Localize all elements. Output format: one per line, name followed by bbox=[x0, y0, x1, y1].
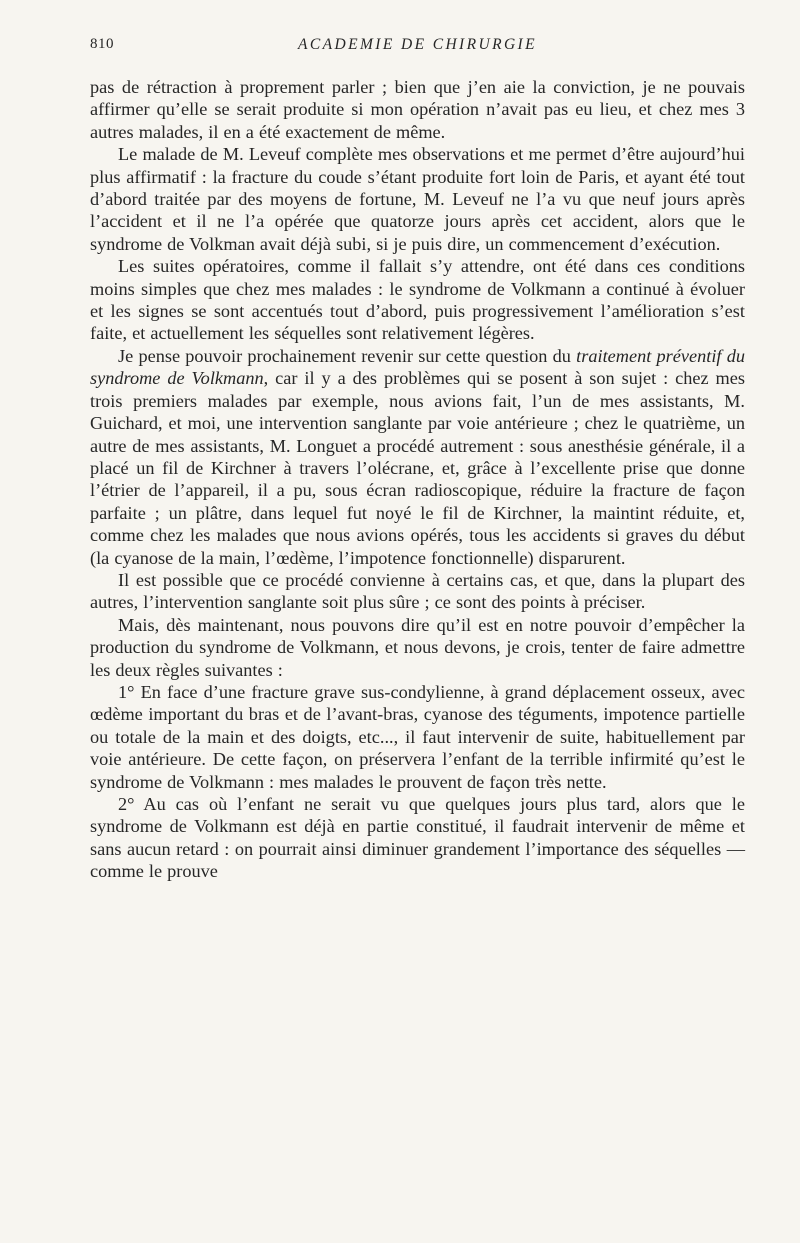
paragraph-4-text-before: Je pense pouvoir prochainement revenir sur cette question du bbox=[118, 345, 577, 366]
page-header bbox=[90, 36, 745, 58]
paragraph-3: Les suites opératoires, comme il fallait s’y attendre, ont été dans ces conditions moins simples que chez mes malades : le syndrome de Volkmann a continué à évoluer et les signes se sont accentués tout d’abord, puis progressivement l’amélioration s’est faite, et actuellement les séquelles sont relativement légères. bbox=[90, 256, 745, 344]
rule-2-paragraph: 2° Au cas où l’enfant ne serait vu que quelques jours plus tard, alors que le syndrome de Volkmann est déjà en partie constitué, il faudrait intervenir de même et sans aucun retard : on pourrait ainsi diminuer grandement l’importance des séquelles — comme le prouve bbox=[90, 794, 745, 882]
body-text bbox=[90, 76, 745, 883]
paragraph-4-text-after: , car il y a des problèmes qui se posent à son sujet : chez mes trois premiers malades par exemple, nous avions fait, l’un de mes assistants, M. Guichard, et moi, une intervention sanglante par voie antérieure ; chez le quatrième, un autre de mes assistants, M. Longuet a procédé autrement : sous anesthésie générale, il a placé un fil de Kirchner à travers l’olécrane, et, grâce à l’excellente prise que donne l’étrier de l’appareil, il a pu, sous écran radioscopique, réduire la fracture de façon parfaite ; un plâtre, dans lequel fut noyé le fil de Kirchner, la maintint réduite, et, comme chez les malades que nous avions opérés, tous les accidents si graves du début (la cyanose de la main, l’œdème, l’impotence fonctionnelle) disparurent. bbox=[90, 368, 745, 568]
paragraph-5: Il est possible que ce procédé convienne à certains cas, et que, dans la plupart des autres, l’intervention sanglante soit plus sûre ; ce sont des points à préciser. bbox=[90, 569, 745, 613]
paragraph-1: pas de rétraction à proprement parler ; bien que j’en aie la conviction, je ne pouvais affirmer qu’elle se serait produite si mon opération n’avait pas eu lieu, et chez mes 3 autres malades, il en a été exactement de même. bbox=[90, 77, 745, 142]
paragraph-4 bbox=[90, 345, 745, 569]
paragraph-2: Le malade de M. Leveuf complète mes observations et me permet d’être aujourd’hui plus affirmatif : la fracture du coude s’étant produite fort loin de Paris, et ayant été tout d’abord traitée par des moyens de fortune, M. Leveuf ne l’a vu que neuf jours après l’accident et il ne l’a opérée que quatorze jours après cet accident, alors que le syndrome de Volkman avait déjà subi, si je puis dire, un commencement d’exécution. bbox=[90, 144, 745, 254]
rule-1-paragraph: 1° En face d’une fracture grave sus-condylienne, à grand déplacement osseux, avec œdème important du bras et de l’avant-bras, cyanose des téguments, impotence partielle ou totale de la main et des doigts, etc..., il faut intervenir de suite, habituellement par voie antérieure. De cette façon, on préservera l’enfant de la terrible infirmité qu’est le syndrome de Volkmann : mes malades le prouvent de façon très nette. bbox=[90, 681, 745, 792]
paragraph-6: Mais, dès maintenant, nous pouvons dire qu’il est en notre pouvoir d’empêcher la production du syndrome de Volkmann, et nous devons, je crois, tenter de faire admettre les deux règles suivantes : bbox=[90, 614, 745, 680]
paragraph-4-italic-phrase: traitement préventif du syndrome de Volkmann bbox=[90, 345, 745, 389]
running-title: ACADEMIE DE CHIRURGIE bbox=[298, 36, 537, 53]
page-number: 810 bbox=[90, 36, 114, 52]
